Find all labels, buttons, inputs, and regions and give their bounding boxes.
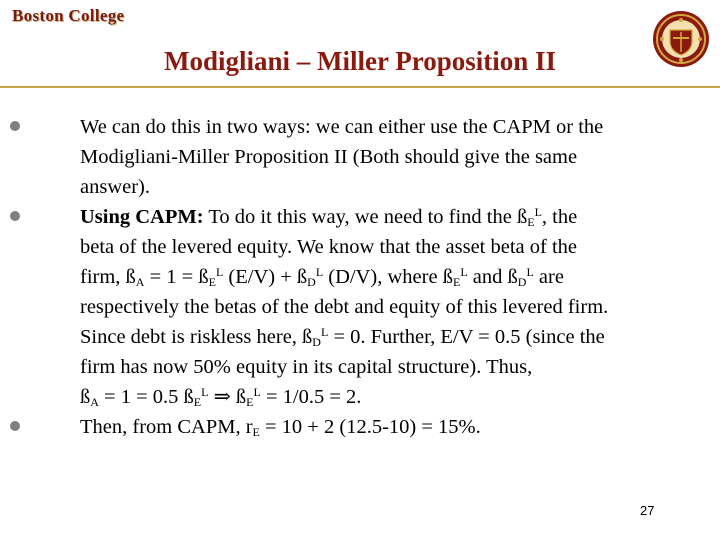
- implies-arrow-icon: ⇒: [208, 386, 236, 408]
- bullet-list: [0, 112, 720, 442]
- page-number: 27: [640, 503, 655, 518]
- bullet-item-3: Then, from CAPM, $r_E = 10 + 2$ (12.5-10) = 15%.: [0, 412, 720, 442]
- bullet-item-2: Using CAPM: To do it this way, we need to find the $ß_E^L$, the beta of the levered equity. We know that the asset beta of the firm, $ß_A = 1$ = $ß_E^L$ $(E/V) + ß_D^L$ (D/V), where $ß_E^L$ and $ß_D^L$ are respectively the betas of the debt and equity of this levered firm. Since debt is riskless here, $ß_D^L = 0$. Further, E/V = 0.5 (since the firm has now 50% equity in its capital structure). Thus, $ß_A = 1 = 0.5$ $ß_E^L$ ⇒ $ß_E^L = 1/0.5 = 2$.: [0, 202, 720, 412]
- title-divider: [0, 86, 720, 88]
- bullet-item-1: We can do this in two ways: we can either use the CAPM or the Modigliani-Miller Proposition II (Both should give the same answer).: [0, 112, 720, 202]
- bullet-dot-icon: [10, 421, 20, 431]
- bullet-dot-icon: [10, 121, 20, 131]
- bullet-dot-icon: [10, 211, 20, 221]
- slide-title: Modigliani – Miller Proposition II: [163, 46, 557, 76]
- boston-college-logo-text: Boston College: [12, 6, 125, 25]
